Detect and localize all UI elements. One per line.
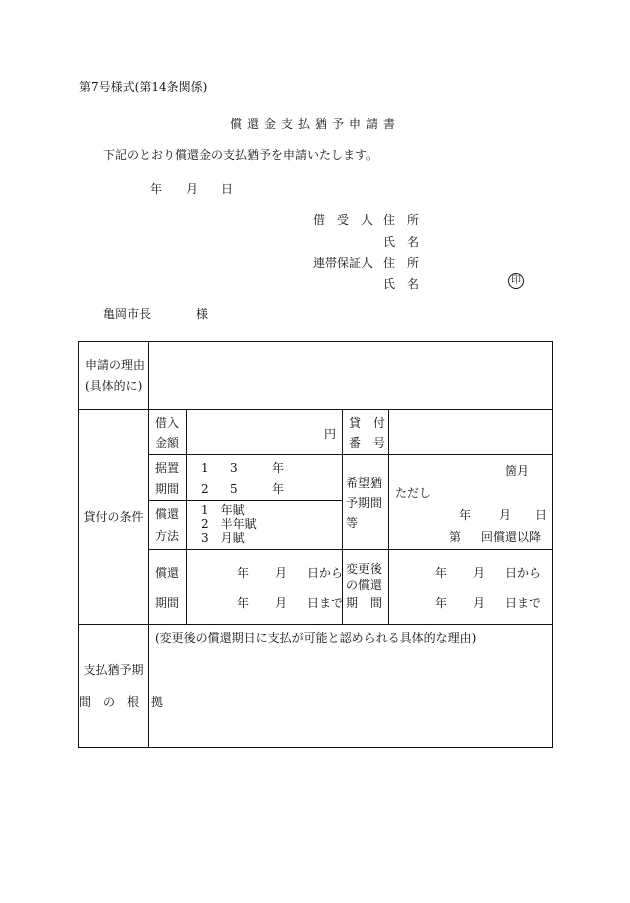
months-unit: 箇月 bbox=[505, 463, 530, 478]
loan-amount-label-1: 借入 bbox=[155, 416, 180, 430]
grace-option-2-number: 2 bbox=[201, 482, 209, 496]
period-to-year: 年 bbox=[237, 596, 250, 610]
basis-row bbox=[79, 625, 553, 748]
desired-label-2: 予期間 bbox=[346, 495, 383, 510]
period-from-year: 年 bbox=[237, 566, 250, 580]
borrower-name-label: 氏 名 bbox=[383, 235, 420, 249]
borrower-address-label: 住 所 bbox=[383, 213, 420, 227]
desired-label-1: 希望猶 bbox=[346, 475, 383, 490]
basis-label-1: 支払猶予期 bbox=[83, 663, 144, 677]
from-year: 年 bbox=[459, 507, 472, 522]
desired-deferral-label-cell bbox=[343, 455, 389, 550]
desired-deferral-input[interactable] bbox=[389, 455, 553, 550]
changed-to-month: 月 bbox=[473, 596, 486, 610]
date-day: 日 bbox=[221, 182, 234, 196]
repayment-method-options[interactable] bbox=[187, 501, 343, 550]
loan-amount-input[interactable] bbox=[187, 410, 343, 455]
from-day: 日 bbox=[535, 507, 548, 522]
period-from-day: 日から bbox=[307, 566, 344, 580]
date-month: 月 bbox=[186, 182, 199, 196]
changed-from-year: 年 bbox=[435, 566, 448, 580]
repayment-period-label-cell bbox=[149, 550, 187, 625]
intro-text: 下記のとおり償還金の支払猶予を申請いたします。 bbox=[103, 148, 379, 162]
conditions-label: 貸付の条件 bbox=[83, 509, 144, 524]
application-table bbox=[78, 341, 553, 748]
from-month: 月 bbox=[499, 507, 512, 522]
changed-label-1: 変更後 bbox=[346, 562, 383, 576]
nth-label: 第 bbox=[449, 529, 462, 544]
grace-label-cell bbox=[149, 455, 187, 501]
changed-from-day: 日から bbox=[505, 566, 542, 580]
grace-option-1-unit: 年 bbox=[272, 461, 285, 475]
grace-option-2-value: 5 bbox=[230, 482, 238, 496]
loan-amount-row bbox=[79, 410, 553, 455]
repayment-period-label-1: 償還 bbox=[155, 566, 180, 580]
repayment-method-label-cell bbox=[149, 501, 187, 550]
changed-to-year: 年 bbox=[435, 596, 448, 610]
basis-input[interactable] bbox=[149, 625, 553, 748]
grace-option-1-number: 1 bbox=[201, 461, 209, 475]
reason-row bbox=[79, 342, 553, 410]
conditions-label-cell bbox=[79, 410, 149, 625]
basis-label-2: 間 の 根 拠 bbox=[79, 695, 164, 709]
reason-label-cell bbox=[79, 342, 149, 410]
repayment-period-label-2: 期間 bbox=[155, 596, 180, 610]
basis-note: (変更後の償還期日に支払が可能と認められる具体的な理由) bbox=[155, 631, 477, 645]
repayment-method-label-1: 償還 bbox=[155, 507, 180, 521]
form-number: 第7号様式(第14条関係) bbox=[79, 80, 208, 94]
period-to-month: 月 bbox=[275, 596, 288, 610]
guarantor-address-label: 住 所 bbox=[383, 256, 420, 270]
grace-option-1-value: 3 bbox=[230, 461, 238, 475]
loan-number-input[interactable] bbox=[389, 410, 553, 455]
guarantor-name-label: 氏 名 bbox=[383, 277, 420, 291]
guarantor-label: 連帯保証人 bbox=[313, 256, 374, 270]
repayment-period-row bbox=[79, 550, 553, 625]
basis-label-cell bbox=[79, 625, 164, 748]
reason-input[interactable] bbox=[149, 342, 553, 410]
grace-option-2-unit: 年 bbox=[272, 482, 285, 496]
changed-period-input[interactable] bbox=[389, 550, 553, 625]
loan-amount-label-cell bbox=[149, 410, 187, 455]
changed-period-label-cell bbox=[343, 550, 389, 625]
loan-number-label-2: 番 号 bbox=[349, 436, 386, 450]
tadashi-label: ただし bbox=[395, 485, 432, 500]
changed-label-3: 期 間 bbox=[346, 596, 383, 610]
loan-amount-label-2: 金額 bbox=[155, 436, 180, 450]
desired-label-3: 等 bbox=[346, 515, 359, 530]
date-year: 年 bbox=[150, 182, 163, 196]
loan-number-label-1: 貸 付 bbox=[349, 416, 386, 430]
period-from-month: 月 bbox=[275, 566, 288, 580]
borrower-label: 借 受 人 bbox=[313, 213, 374, 227]
period-to-day: 日まで bbox=[307, 596, 344, 610]
grace-label-2: 期間 bbox=[155, 482, 180, 496]
addressee-mayor: 亀岡市長 bbox=[103, 307, 152, 321]
repayment-period-input[interactable] bbox=[187, 550, 343, 625]
grace-label-1: 据置 bbox=[155, 461, 180, 475]
reason-label-1: 申請の理由 bbox=[85, 358, 146, 372]
grace-options[interactable] bbox=[187, 455, 343, 501]
changed-from-month: 月 bbox=[473, 566, 486, 580]
method-option-2: 2 半年賦 bbox=[201, 517, 257, 531]
method-option-3: 3 月賦 bbox=[201, 531, 245, 545]
nth-after-label: 回償還以降 bbox=[481, 529, 542, 544]
yen-unit: 円 bbox=[323, 427, 336, 441]
document-title: 償還金支払猶予申請書 bbox=[229, 117, 400, 131]
seal-mark: 印 bbox=[508, 273, 524, 289]
method-option-1: 1 年賦 bbox=[201, 503, 245, 517]
loan-number-label-cell bbox=[343, 410, 389, 455]
grace-period-row bbox=[79, 455, 553, 501]
changed-to-day: 日まで bbox=[505, 596, 542, 610]
repayment-method-label-2: 方法 bbox=[155, 529, 180, 543]
changed-label-2: の償還 bbox=[346, 578, 383, 592]
reason-label-2: (具体的に) bbox=[85, 379, 143, 393]
addressee-honorific: 様 bbox=[196, 307, 209, 321]
